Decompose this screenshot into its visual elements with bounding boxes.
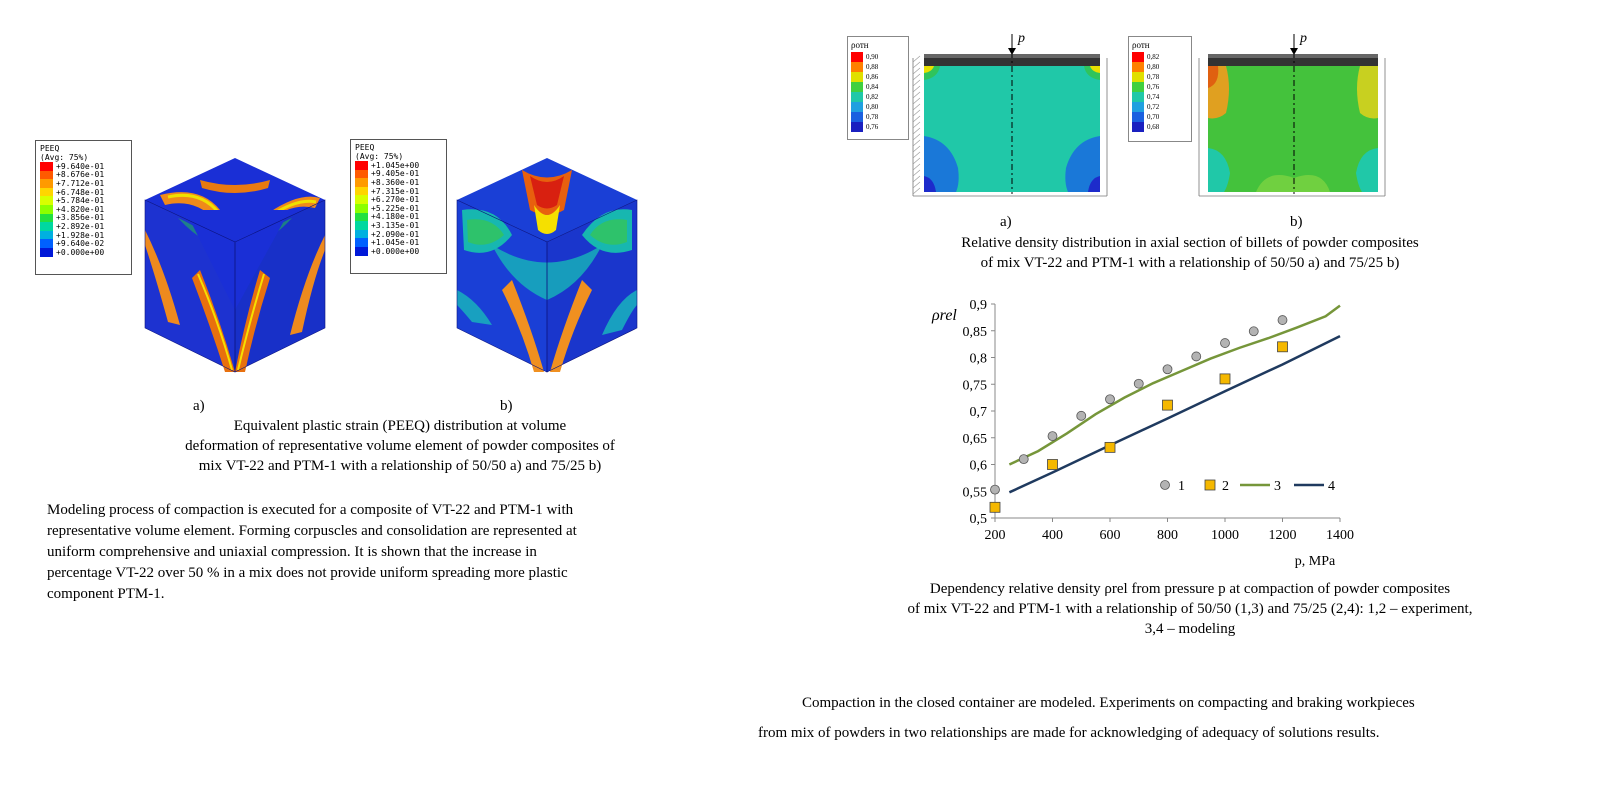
legend-swatch (355, 195, 368, 204)
y-tick-label: 0,6 (969, 458, 987, 474)
legend-row (355, 187, 442, 196)
legend-row (355, 221, 442, 230)
peeq-legend-a (35, 140, 132, 275)
legend-value: 0,90 (866, 53, 879, 61)
density-caption (880, 233, 1500, 273)
legend-swatch (40, 231, 53, 240)
legend-value: 0,76 (1147, 83, 1160, 91)
caption-line: 3,4 – modeling (1144, 621, 1236, 637)
legend-label-4: 4 (1328, 479, 1335, 494)
series-3-line (1009, 306, 1340, 465)
legend-label-2: 2 (1222, 479, 1229, 494)
hatch-line (913, 104, 920, 110)
density-section-a (910, 28, 1110, 200)
legend-swatch (355, 161, 368, 170)
modeling-paragraph (47, 500, 727, 605)
legend-swatch (1132, 82, 1144, 92)
legend-swatch (40, 222, 53, 231)
legend-row (40, 239, 127, 248)
series-2-point (1220, 374, 1230, 384)
legend-swatch (851, 102, 863, 112)
force-label: p (1018, 31, 1025, 46)
legend-row (355, 161, 442, 170)
label-a-right: a) (1000, 214, 1012, 230)
hatch-line (913, 116, 920, 122)
peeq-caption (90, 416, 710, 476)
hatch-line (913, 146, 920, 152)
x-tick-label: 1000 (1211, 528, 1239, 543)
legend-value: 0,82 (1147, 53, 1160, 61)
legend-value: +7.712e-01 (56, 178, 105, 188)
hatch-line (913, 182, 920, 188)
caption-line: of mix VT-22 and PTM-1 with a relationship of 50/50 (1,3) and 75/25 (2,4): 1,2 – experiment, (907, 601, 1473, 617)
legend-swatch (355, 178, 368, 187)
legend-row (355, 195, 442, 204)
legend-swatch (40, 239, 53, 248)
legend-value: +2.090e-01 (371, 229, 420, 239)
y-tick-label: 0,5 (969, 512, 987, 527)
label-a-left: a) (193, 398, 205, 414)
legend-value: 0,70 (1147, 113, 1160, 121)
hatch-line (913, 128, 920, 134)
caption-line: Relative density distribution in axial section of billets of powder composites (961, 235, 1419, 251)
hatch-line (913, 152, 920, 158)
legend-swatch (40, 179, 53, 188)
legend-row (851, 52, 905, 62)
legend-swatch (1132, 122, 1144, 132)
x-tick-label: 1400 (1326, 528, 1354, 543)
legend-row (40, 205, 127, 214)
hatch-line (913, 188, 920, 194)
hatch-line (913, 122, 920, 128)
legend-row (1132, 52, 1188, 62)
legend-value: 0,78 (866, 113, 879, 121)
legend-marker-1 (1161, 481, 1170, 490)
legend-value: +6.270e-01 (371, 195, 420, 205)
legend-swatch (851, 52, 863, 62)
legend-value: +7.315e-01 (371, 186, 420, 196)
density-legend-b (1128, 36, 1192, 142)
series-1-point (1019, 455, 1028, 464)
density-legend-title: ρотн (851, 40, 869, 50)
legend-row (1132, 82, 1188, 92)
legend-swatch (1132, 92, 1144, 102)
legend-swatch (851, 122, 863, 132)
hatch-line (913, 68, 920, 74)
hatch-line (913, 110, 920, 116)
legend-value: 0,68 (1147, 123, 1160, 131)
density-legend-a (847, 36, 909, 140)
series-2-point (1105, 442, 1115, 452)
series-2-point (1048, 460, 1058, 470)
legend-row (355, 170, 442, 179)
legend-value: +0.000e+00 (56, 247, 105, 257)
hatch-line (913, 158, 920, 164)
legend-label-3: 3 (1274, 479, 1281, 494)
bottom-paragraph (740, 688, 1570, 748)
legend-row (851, 102, 905, 112)
force-label: p (1300, 31, 1307, 46)
y-tick-label: 0,7 (969, 405, 987, 420)
legend-row (355, 213, 442, 222)
hatch-line (913, 170, 920, 176)
peeq-legend-b (350, 139, 447, 274)
legend-row (851, 62, 905, 72)
paragraph-line: representative volume element. Forming corpuscles and consolidation are represented at (47, 523, 577, 539)
hatch-line (913, 92, 920, 98)
legend-swatch (355, 204, 368, 213)
legend-swatch (40, 248, 53, 257)
legend-value: 0,88 (866, 63, 879, 71)
y-tick-label: 0,8 (969, 351, 987, 367)
series-1-point (1221, 339, 1230, 348)
caption-line: of mix VT-22 and PTM-1 with a relationship of 50/50 a) and 75/25 b) (980, 255, 1400, 271)
legend-value: 0,86 (866, 73, 879, 81)
legend-row (851, 72, 905, 82)
legend-row (1132, 72, 1188, 82)
legend-value: 0,84 (866, 83, 879, 91)
legend-swatch (1132, 112, 1144, 122)
legend-swatch (1132, 62, 1144, 72)
hatch-line (913, 134, 920, 140)
legend-swatch (355, 221, 368, 230)
legend-value: 0,80 (1147, 63, 1160, 71)
legend-value: +1.045e+00 (371, 160, 420, 170)
legend-value: +0.000e+00 (371, 246, 420, 256)
legend-value: +8.360e-01 (371, 177, 420, 187)
legend-value: +6.748e-01 (56, 187, 105, 197)
legend-swatch (355, 187, 368, 196)
paragraph-line: uniform comprehensive and uniaxial compression. It is shown that the increase in (47, 544, 537, 560)
legend-swatch (355, 230, 368, 239)
legend-swatch (851, 62, 863, 72)
legend-row (40, 214, 127, 223)
hatch-line (913, 98, 920, 104)
peeq-legend-subtitle: (Avg: 75%) (355, 152, 404, 161)
legend-value: +1.045e-01 (371, 238, 420, 248)
legend-row (40, 171, 127, 180)
peeq-legend-title: PEEQ (355, 143, 375, 152)
legend-value: +3.135e-01 (371, 220, 420, 230)
legend-row (1132, 92, 1188, 102)
density-legend-title: ρотн (1132, 40, 1150, 50)
density-pressure-chart (920, 290, 1370, 575)
caption-line: deformation of representative volume element of powder composites of (185, 438, 615, 454)
legend-value: +1.928e-01 (56, 230, 105, 240)
legend-row (40, 231, 127, 240)
y-tick-label: 0,85 (962, 324, 987, 340)
series-1-point (1163, 365, 1172, 374)
paragraph-line: Modeling process of compaction is executed for a composite of VT-22 and PTM-1 with (47, 502, 574, 518)
legend-swatch (1132, 102, 1144, 112)
series-2-point (1278, 342, 1288, 352)
legend-value: +8.676e-01 (56, 170, 105, 180)
legend-row (355, 238, 442, 247)
hatch-line (913, 176, 920, 182)
legend-row (40, 248, 127, 257)
legend-row (355, 204, 442, 213)
legend-value: 0,78 (1147, 73, 1160, 81)
legend-swatch (1132, 72, 1144, 82)
series-2-point (990, 502, 1000, 512)
series-1-point (1077, 411, 1086, 420)
legend-swatch (355, 238, 368, 247)
legend-value: 0,82 (866, 93, 879, 101)
legend-swatch (851, 112, 863, 122)
paragraph-line: from mix of powders in two relationships are made for acknowledging of adequacy of solutions results. (758, 725, 1380, 741)
hatch-line (913, 56, 920, 62)
legend-row (355, 230, 442, 239)
legend-swatch (40, 171, 53, 180)
hatch-line (913, 140, 920, 146)
density-section-b (1196, 28, 1388, 200)
legend-row (40, 188, 127, 197)
hatch-line (913, 86, 920, 92)
caption-line: Dependency relative density ρrel from pressure p at compaction of powder composites (929, 581, 1451, 597)
caption-line: Equivalent plastic strain (PEEQ) distribution at volume (233, 418, 567, 434)
legend-row (1132, 122, 1188, 132)
legend-swatch (40, 205, 53, 214)
legend-row (851, 92, 905, 102)
x-tick-label: 800 (1157, 528, 1178, 543)
legend-value: +2.892e-01 (56, 221, 105, 231)
paragraph-line: component PTM-1. (47, 586, 165, 602)
x-axis-label: p, MPa (1294, 554, 1336, 569)
legend-swatch (40, 188, 53, 197)
legend-value: +9.640e-02 (56, 239, 105, 249)
legend-swatch (1132, 52, 1144, 62)
x-tick-label: 400 (1042, 528, 1063, 543)
series-1-point (1106, 395, 1115, 404)
legend-swatch (355, 213, 368, 222)
x-tick-label: 600 (1099, 528, 1121, 543)
legend-row (40, 162, 127, 171)
x-tick-label: 200 (984, 528, 1006, 543)
legend-row (851, 122, 905, 132)
legend-row (40, 179, 127, 188)
legend-swatch (355, 170, 368, 179)
legend-value: 0,76 (866, 123, 879, 131)
peeq-legend-title: PEEQ (40, 144, 60, 153)
legend-value: +5.784e-01 (56, 196, 105, 206)
legend-row (40, 222, 127, 231)
hatch-line (913, 80, 920, 86)
y-tick-label: 0,65 (962, 431, 987, 447)
legend-swatch (851, 72, 863, 82)
legend-row (851, 82, 905, 92)
y-tick-label: 0,9 (969, 298, 987, 313)
legend-swatch (851, 82, 863, 92)
legend-value: 0,80 (866, 103, 879, 111)
series-2-point (1163, 400, 1173, 410)
legend-value: +4.180e-01 (371, 212, 420, 222)
peeq-legend-subtitle: (Avg: 75%) (40, 153, 89, 162)
label-b-left: b) (500, 398, 513, 414)
legend-row (1132, 62, 1188, 72)
paragraph-line: Compaction in the closed container are modeled. Experiments on compacting and braking workpieces (802, 695, 1415, 711)
label-b-right: b) (1290, 214, 1303, 230)
y-axis-label: ρrel (932, 307, 957, 324)
legend-row (851, 112, 905, 122)
hatch-line (913, 74, 920, 80)
legend-row (1132, 112, 1188, 122)
chart-caption (845, 579, 1535, 639)
peeq-cube-b (452, 150, 642, 380)
legend-value: +5.225e-01 (371, 203, 420, 213)
series-1-point (1249, 327, 1258, 336)
series-1-point (1192, 352, 1201, 361)
legend-marker-2 (1205, 480, 1215, 490)
legend-row (40, 196, 127, 205)
legend-swatch (40, 214, 53, 223)
legend-value: 0,72 (1147, 103, 1160, 111)
hatch-line (913, 164, 920, 170)
legend-swatch (40, 162, 53, 171)
paragraph-line: percentage VT-22 over 50 % in a mix does not provide uniform spreading more plastic (47, 565, 568, 581)
legend-value: +3.856e-01 (56, 213, 105, 223)
legend-swatch (40, 196, 53, 205)
legend-swatch (851, 92, 863, 102)
x-tick-label: 1200 (1268, 528, 1297, 543)
series-1-point (1048, 432, 1057, 441)
peeq-cube-a (140, 150, 330, 380)
series-4-line (1009, 336, 1340, 492)
legend-label-1: 1 (1178, 479, 1185, 494)
legend-row (355, 178, 442, 187)
caption-line: mix VT-22 and PTM-1 with a relationship of 50/50 a) and 75/25 b) (198, 458, 602, 474)
series-1-point (991, 485, 1000, 494)
legend-value: +4.820e-01 (56, 204, 105, 214)
legend-row (355, 247, 442, 256)
legend-swatch (355, 247, 368, 256)
legend-row (1132, 102, 1188, 112)
hatch-line (913, 62, 920, 68)
y-tick-label: 0,55 (962, 485, 987, 501)
legend-value: +9.405e-01 (371, 169, 420, 179)
series-1-point (1134, 379, 1143, 388)
legend-value: 0,74 (1147, 93, 1160, 101)
y-tick-label: 0,75 (962, 378, 987, 394)
legend-value: +9.640e-01 (56, 161, 105, 171)
series-1-point (1278, 316, 1287, 325)
